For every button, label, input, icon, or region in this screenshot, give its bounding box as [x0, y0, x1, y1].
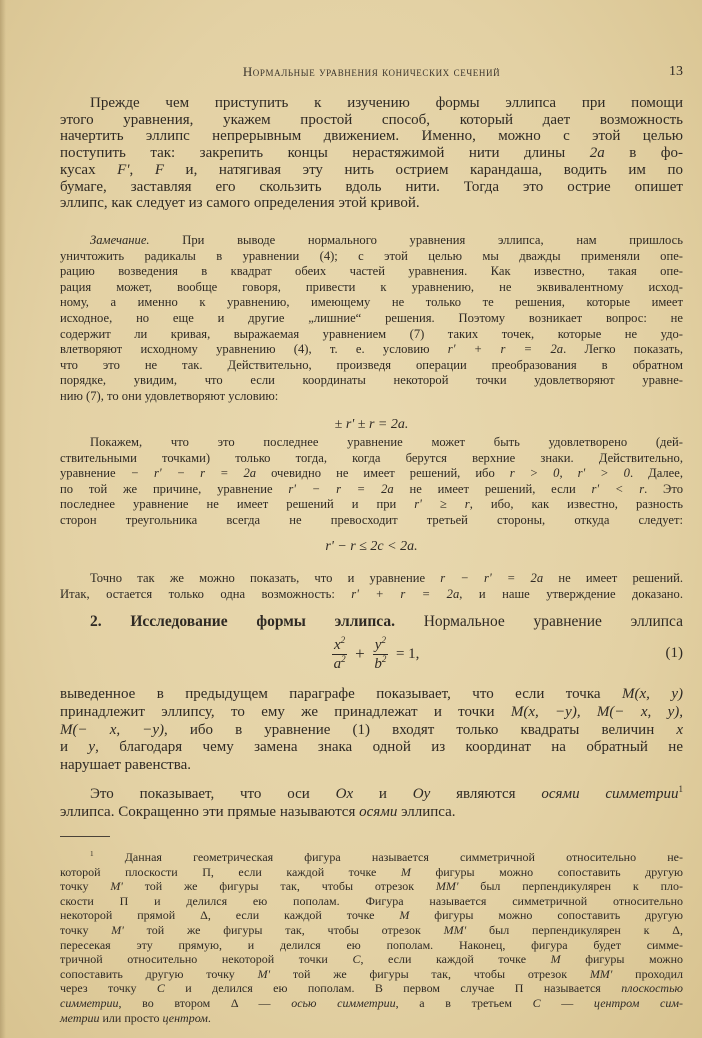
text-run: последнее уравнение не имеет решений и при — [60, 497, 415, 512]
italic-text: F' — [117, 161, 130, 178]
text-run: был перпендикулярен к Δ, — [466, 922, 683, 937]
italic-text: 2a — [589, 145, 605, 162]
text-run: , во втором Δ — — [118, 995, 292, 1010]
text-run: , ибо в уравнение (1) входят только квадраты величин — [164, 721, 677, 738]
text-line — [60, 996, 683, 1011]
text-run: рация может, вообще говоря, привести к уравнению, не эквивалентному исход- — [60, 279, 683, 294]
text-line — [60, 373, 683, 389]
text-run: влетворяют исходному уравнению (4), т. е. условию — [60, 342, 448, 357]
italic-text: M' — [111, 922, 124, 937]
equation-ellipse-normal — [60, 632, 683, 676]
italic-text: C — [156, 981, 165, 996]
denominator-b — [374, 655, 386, 673]
text-line — [60, 466, 683, 482]
text-run: и — [60, 739, 89, 756]
text-run: скости П и делился ею пополам. Фигура называется симметричной относительно — [60, 893, 683, 908]
paragraph-intro — [60, 95, 683, 212]
text-line — [60, 179, 683, 196]
italic-text: осью симметрии — [291, 995, 396, 1010]
text-run: . Это — [644, 481, 684, 496]
text-run: и — [353, 786, 413, 802]
text-run: содержит ли кривая, выражаемая уравнением (7) таких точек, которые не удо- — [60, 326, 683, 341]
text-line — [60, 865, 683, 880]
fraction-x — [332, 636, 347, 673]
text-run: Прежде чем приступить к изучению формы эллипса при помощи — [90, 95, 683, 111]
text-run: был перпендикулярен к пло- — [458, 879, 683, 894]
italic-text: Oy — [412, 786, 431, 802]
text-run: этого уравнения, укажем простой способ, который дает возможность — [60, 111, 683, 128]
text-run: кусах — [60, 161, 118, 178]
text-line — [60, 686, 683, 704]
exponent: 2 — [381, 634, 386, 645]
equation-inequality: r' − r ≤ 2c < 2a. — [325, 539, 418, 554]
denominator-a — [334, 655, 346, 673]
text-run: уравнение — [60, 466, 131, 481]
text-line — [60, 850, 683, 865]
running-header — [60, 64, 683, 82]
italic-text: r' < r — [591, 481, 645, 496]
text-run: нию (7), то они удовлетворяют условию: — [60, 388, 279, 403]
text-run: фигуры можно сопоставить другую — [409, 908, 683, 923]
text-line — [60, 482, 683, 498]
italic-text: M — [399, 908, 410, 923]
italic-text: y — [88, 739, 96, 756]
italic-text: C — [352, 952, 361, 967]
text-run: , если каждой точке — [360, 952, 551, 967]
italic-text: Замечание. — [90, 233, 150, 247]
text-run: точку — [60, 879, 111, 894]
italic-text: M' — [257, 966, 271, 981]
exponent: 2 — [340, 634, 346, 645]
text-line — [60, 497, 683, 513]
text-line — [60, 722, 683, 740]
var-x: x — [334, 636, 341, 653]
text-run: порядке, увидим, что если координаты некоторой точки удовлетворяют уравне- — [60, 373, 683, 388]
italic-text: r − r' = 2a — [440, 571, 544, 585]
text-run: или просто — [99, 1010, 163, 1025]
paragraph-conclusion — [60, 570, 683, 602]
italic-text: центром сим- — [593, 995, 683, 1010]
text-run: Данная геометрическая фигура называется симметричной относительно не- — [93, 850, 683, 864]
text-run: Итак, остается только одна возможность: — [60, 587, 352, 601]
text-run: исходное, но еще и другие „лишние“ решения. Поэтому возникает вопрос: не — [60, 310, 683, 325]
text-line — [60, 513, 683, 529]
text-line — [60, 145, 683, 162]
italic-text: осями симметрии — [541, 786, 679, 802]
text-line — [60, 612, 683, 632]
text-line — [60, 785, 683, 803]
text-line — [60, 894, 683, 909]
text-line — [60, 342, 683, 358]
italic-text: метрии — [60, 1010, 100, 1025]
fraction-y — [373, 636, 388, 673]
text-run: . Далее, — [629, 466, 684, 481]
text-run: и, натягивая эту нить острием карандаша, водить им по — [164, 161, 683, 178]
text-run: не имеет решений, если — [393, 481, 592, 496]
text-line — [60, 952, 683, 967]
exponent: 2 — [341, 653, 346, 664]
text-run: принадлежит эллипсу, то ему же принадлежат и точки — [60, 703, 511, 720]
text-line — [60, 1011, 683, 1026]
italic-text: − r' − r = 2a — [130, 466, 257, 481]
text-line — [60, 739, 683, 757]
text-line — [60, 923, 683, 938]
italic-text: симметрии — [60, 995, 119, 1010]
italic-text: MM' — [589, 966, 613, 981]
text-run: через точку — [60, 981, 157, 996]
text-run: Нормальное уравнение эллипса — [394, 613, 683, 630]
running-header-title: Нормальные уравнения конических сечений — [242, 64, 501, 79]
text-line — [60, 451, 683, 467]
text-run: . Легко показать, — [563, 342, 683, 357]
italic-text: MM' — [435, 879, 459, 894]
text-run: той же фигуры так, чтобы отрезок — [270, 966, 590, 981]
text-line — [60, 757, 683, 775]
text-line — [60, 389, 683, 405]
text-run: проходил — [612, 966, 683, 981]
italic-text: M(− x, −y) — [60, 721, 164, 738]
italic-text: M(x, −y), M(− x, y), — [510, 703, 683, 720]
italic-text: r' + r = 2a — [447, 342, 564, 357]
remark-paragraph — [60, 233, 683, 405]
exponent: 2 — [381, 653, 387, 664]
footnote-separator — [60, 836, 110, 837]
text-run: сопоставить другую точку — [60, 966, 258, 981]
text-run: которой плоскости П, если каждой точке — [60, 864, 401, 879]
text-line — [60, 803, 683, 821]
text-run: бумаге, заставляя его скользить вдоль нити. Тогда это острие опишет — [60, 178, 683, 195]
paragraph-proof — [60, 435, 683, 529]
text-run: являются — [430, 786, 542, 802]
text-line — [60, 162, 683, 179]
text-run: — — [540, 995, 594, 1010]
text-run: Покажем, что это последнее уравнение может быть удовлетворено (дей- — [90, 435, 683, 449]
text-run: При выводе нормального уравнения эллипса, нам пришлось — [149, 233, 683, 247]
text-line — [60, 249, 683, 265]
text-run: поступить так: закрепить концы нерастяжимой нити длины — [60, 145, 590, 162]
text-run: ствительными точками) только тогда, когда берутся верхние знаки. Действительно, — [60, 450, 683, 465]
italic-text: Ox — [335, 786, 354, 802]
text-line — [60, 264, 683, 280]
text-run: уничтожить радикалы в уравнении (4); с этой целью мы дважды применяли опе- — [60, 248, 683, 263]
equation-plus-minus: ± r' ± r = 2a. — [334, 417, 409, 432]
text-run: сторон треугольника всегда не превосходит третьей стороны, откуда следует: — [60, 512, 683, 527]
text-run: эллипса. Сокращенно эти прямые называются — [60, 804, 360, 820]
italic-text: центром — [162, 1010, 208, 1025]
text-run: , ибо, как известно, разность — [469, 497, 683, 512]
text-run: эллипс, как следует из самого определения этой кривой. — [60, 195, 420, 212]
text-line — [60, 311, 683, 327]
italic-text: r' ≥ r — [414, 497, 470, 512]
footnote-marker: 1 — [678, 784, 683, 794]
text-run: , — [129, 161, 155, 178]
text-run: ному, а именно к уравнению, имеющему не только те решения, которые имеет — [60, 295, 683, 310]
page-number: 13 — [669, 64, 683, 79]
text-run: некоторой прямой Δ, если каждой точке — [60, 908, 400, 923]
var-y: y — [374, 636, 382, 653]
paragraph-symmetry — [60, 686, 683, 775]
italic-text: осями — [359, 804, 398, 820]
text-line — [60, 280, 683, 296]
footnote — [60, 850, 683, 1025]
text-line — [60, 967, 683, 982]
var-b: b — [374, 655, 382, 672]
paragraph-axes — [60, 785, 683, 821]
text-run: тричной относительно некоторой точки — [60, 952, 353, 967]
section-heading — [60, 612, 683, 632]
text-line — [60, 295, 683, 311]
plus-sign: + — [355, 644, 365, 663]
text-run: по той же причине, уравнение — [60, 481, 289, 496]
text-line — [60, 435, 683, 451]
italic-text: M — [400, 864, 411, 879]
text-line — [60, 704, 683, 722]
text-run: очевидно не имеет решений, ибо — [256, 466, 510, 481]
italic-text: MM' — [443, 922, 467, 937]
footnote-marker: 1 — [90, 850, 94, 858]
text-line — [60, 586, 683, 602]
text-run: рацию возведения в квадрат обеих частей уравнения. Как известно, такая опе- — [60, 264, 683, 279]
text-run: фигуры можно — [560, 952, 683, 967]
italic-text: F — [154, 161, 164, 178]
text-line — [60, 112, 683, 129]
text-line — [60, 358, 683, 374]
text-run: в фо- — [604, 145, 683, 162]
ellipse-formula — [328, 632, 419, 676]
italic-text: r' + r = 2a — [351, 587, 460, 601]
equation-number: (1) — [665, 645, 683, 661]
italic-text: M' — [110, 879, 123, 894]
text-run: . — [207, 1010, 211, 1025]
italic-text: C — [532, 995, 541, 1010]
numerator-y — [373, 636, 388, 655]
text-run: фигуры можно сопоставить другую — [410, 864, 683, 879]
italic-text: M(x, y) — [622, 686, 683, 702]
text-run: и делился ею пополам. В первом случае П называется — [164, 981, 622, 996]
text-line — [60, 327, 683, 343]
text-run: , а в третьем — [395, 995, 533, 1010]
text-run: , благодаря чему замена знака одной из координат на обратный не — [95, 739, 683, 756]
italic-text: x — [676, 721, 683, 738]
text-run: , и наше утверждение доказано. — [459, 587, 683, 601]
text-run: Точно так же можно показать, что и уравнение — [90, 571, 441, 585]
text-line — [60, 908, 683, 923]
text-line — [60, 195, 683, 212]
numerator-x — [332, 636, 347, 655]
italic-text: плоскостью — [621, 981, 683, 996]
section-title: 2. Исследование формы эллипса. — [90, 613, 395, 630]
text-run: начертить эллипс непрерывным движением. Именно, можно с этой целью — [60, 128, 683, 145]
equation-rhs: = 1, — [395, 645, 420, 662]
text-run: точку — [60, 922, 112, 937]
text-run: что это не так. Действительно, произведя операции преобразования в обратном — [60, 357, 683, 372]
italic-text: r' − r = 2a — [288, 481, 394, 496]
text-run: эллипса. — [397, 804, 456, 820]
text-line — [60, 981, 683, 996]
var-a: a — [333, 655, 342, 672]
text-line — [60, 95, 683, 112]
text-line — [60, 879, 683, 894]
text-run: нарушает равенства. — [60, 757, 192, 774]
text-run: не имеет решений. — [543, 571, 683, 585]
text-run: Это показывает, что оси — [90, 786, 336, 802]
text-run: пересекая эту прямую, и делился ею пополам. Наконец, фигура будет симме- — [60, 937, 683, 952]
text-run: выведенное в предыдущем параграфе показывает, что если точка — [60, 686, 622, 702]
text-line — [60, 938, 683, 953]
page-edge-shadow — [0, 0, 6, 1038]
italic-text: M — [550, 952, 561, 967]
text-run: той же фигуры так, чтобы отрезок — [123, 922, 444, 937]
text-run: той же фигуры так, чтобы отрезок — [122, 879, 436, 894]
text-line — [60, 233, 683, 249]
text-line — [60, 128, 683, 145]
italic-text: r > 0, r' > 0 — [509, 466, 630, 481]
text-line — [60, 570, 683, 586]
